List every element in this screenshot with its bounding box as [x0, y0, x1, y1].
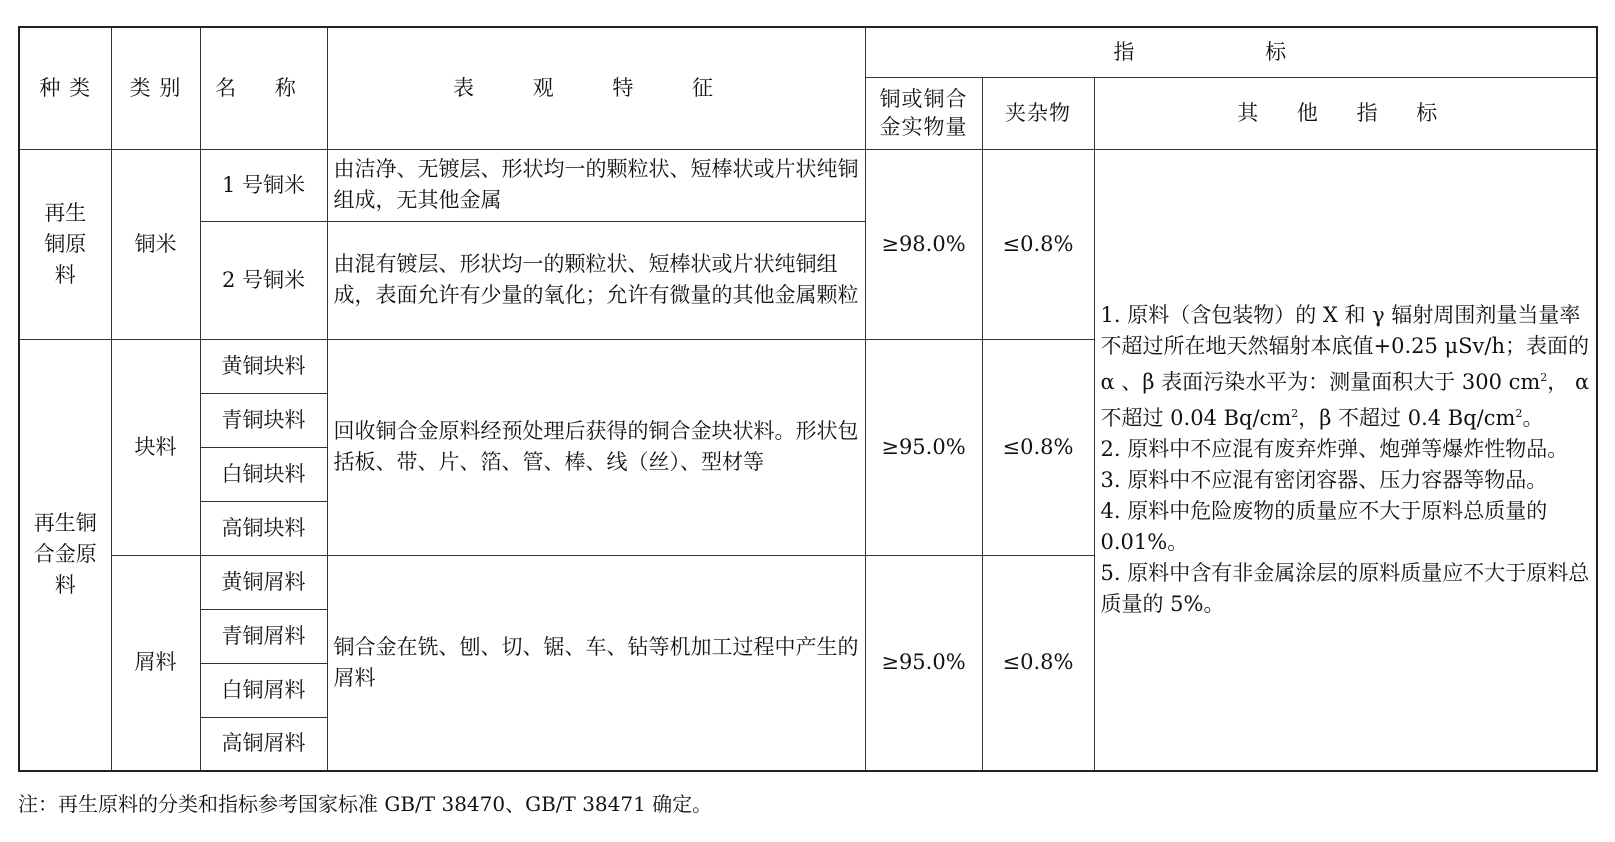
impurity-cell: ≤0.8%	[982, 149, 1094, 339]
kind-recycled-alloy: 再生铜合金原料	[19, 339, 111, 771]
header-other: 其 他 指 标	[1094, 77, 1597, 149]
table-row	[19, 149, 1597, 221]
name-cell: 黄铜屑料	[200, 555, 327, 609]
category-chip: 屑料	[111, 555, 200, 771]
copper-content-cell: ≥95.0%	[865, 555, 982, 771]
header-index: 指 标	[865, 27, 1597, 77]
name-cell: 1 号铜米	[200, 149, 327, 221]
name-cell: 白铜块料	[200, 447, 327, 501]
name-cell: 白铜屑料	[200, 663, 327, 717]
impurity-cell: ≤0.8%	[982, 339, 1094, 555]
other-index-item-3: 3. 原料中不应混有密闭容器、压力容器等物品。	[1100, 467, 1548, 492]
name-cell: 高铜屑料	[200, 717, 327, 771]
category-copper-granule: 铜米	[111, 149, 200, 339]
table-note: 注：再生原料的分类和指标参考国家标准 GB/T 38470、GB/T 38471 确定。	[18, 792, 713, 816]
category-block: 块料	[111, 339, 200, 555]
feature-cell: 由混有镀层、形状均一的颗粒状、短棒状或片状纯铜组成，表面允许有少量的氧化；允许有微量的其他金属颗粒	[327, 221, 865, 339]
name-cell: 青铜屑料	[200, 609, 327, 663]
other-indexes-cell	[1094, 149, 1597, 771]
other-index-item-5: 5. 原料中含有非金属涂层的原料质量应不大于原料总质量的 5%。	[1100, 560, 1590, 616]
copper-content-cell: ≥98.0%	[865, 149, 982, 339]
name-cell: 黄铜块料	[200, 339, 327, 393]
impurity-cell: ≤0.8%	[982, 555, 1094, 771]
header-name: 名 称	[200, 27, 327, 149]
header-kind: 种 类	[19, 27, 111, 149]
name-cell: 青铜块料	[200, 393, 327, 447]
header-copper-content: 铜或铜合金实物量	[865, 77, 982, 149]
other-index-item-4: 4. 原料中危险废物的质量应不大于原料总质量的 0.01%。	[1100, 498, 1548, 554]
other-index-item-1: 1. 原料（含包装物）的 X 和 γ 辐射周围剂量当量率不超过所在地天然辐射本底值+0.25 μSv/h；表面的 α 、β 表面污染水平为：测量面积大于 300 $cm^2$， α 不超过 0.04 $Bq/cm^2$，β 不超过 0.4 $Bq/cm^2$。	[1100, 302, 1590, 430]
spec-table	[18, 26, 1598, 772]
feature-cell: 回收铜合金原料经预处理后获得的铜合金块状料。形状包括板、带、片、箔、管、棒、线（丝）、型材等	[327, 339, 865, 555]
name-cell: 高铜块料	[200, 501, 327, 555]
kind-recycled-copper: 再生铜原料	[19, 149, 111, 339]
header-row-1	[19, 27, 1597, 77]
other-index-item-2: 2. 原料中不应混有废弃炸弹、炮弹等爆炸性物品。	[1100, 436, 1569, 461]
header-category: 类 别	[111, 27, 200, 149]
feature-cell: 铜合金在铣、刨、切、锯、车、钻等机加工过程中产生的屑料	[327, 555, 865, 771]
name-cell: 2 号铜米	[200, 221, 327, 339]
header-impurity: 夹杂物	[982, 77, 1094, 149]
header-feature: 表 观 特 征	[327, 27, 865, 149]
copper-content-cell: ≥95.0%	[865, 339, 982, 555]
feature-cell: 由洁净、无镀层、形状均一的颗粒状、短棒状或片状纯铜组成，无其他金属	[327, 149, 865, 221]
